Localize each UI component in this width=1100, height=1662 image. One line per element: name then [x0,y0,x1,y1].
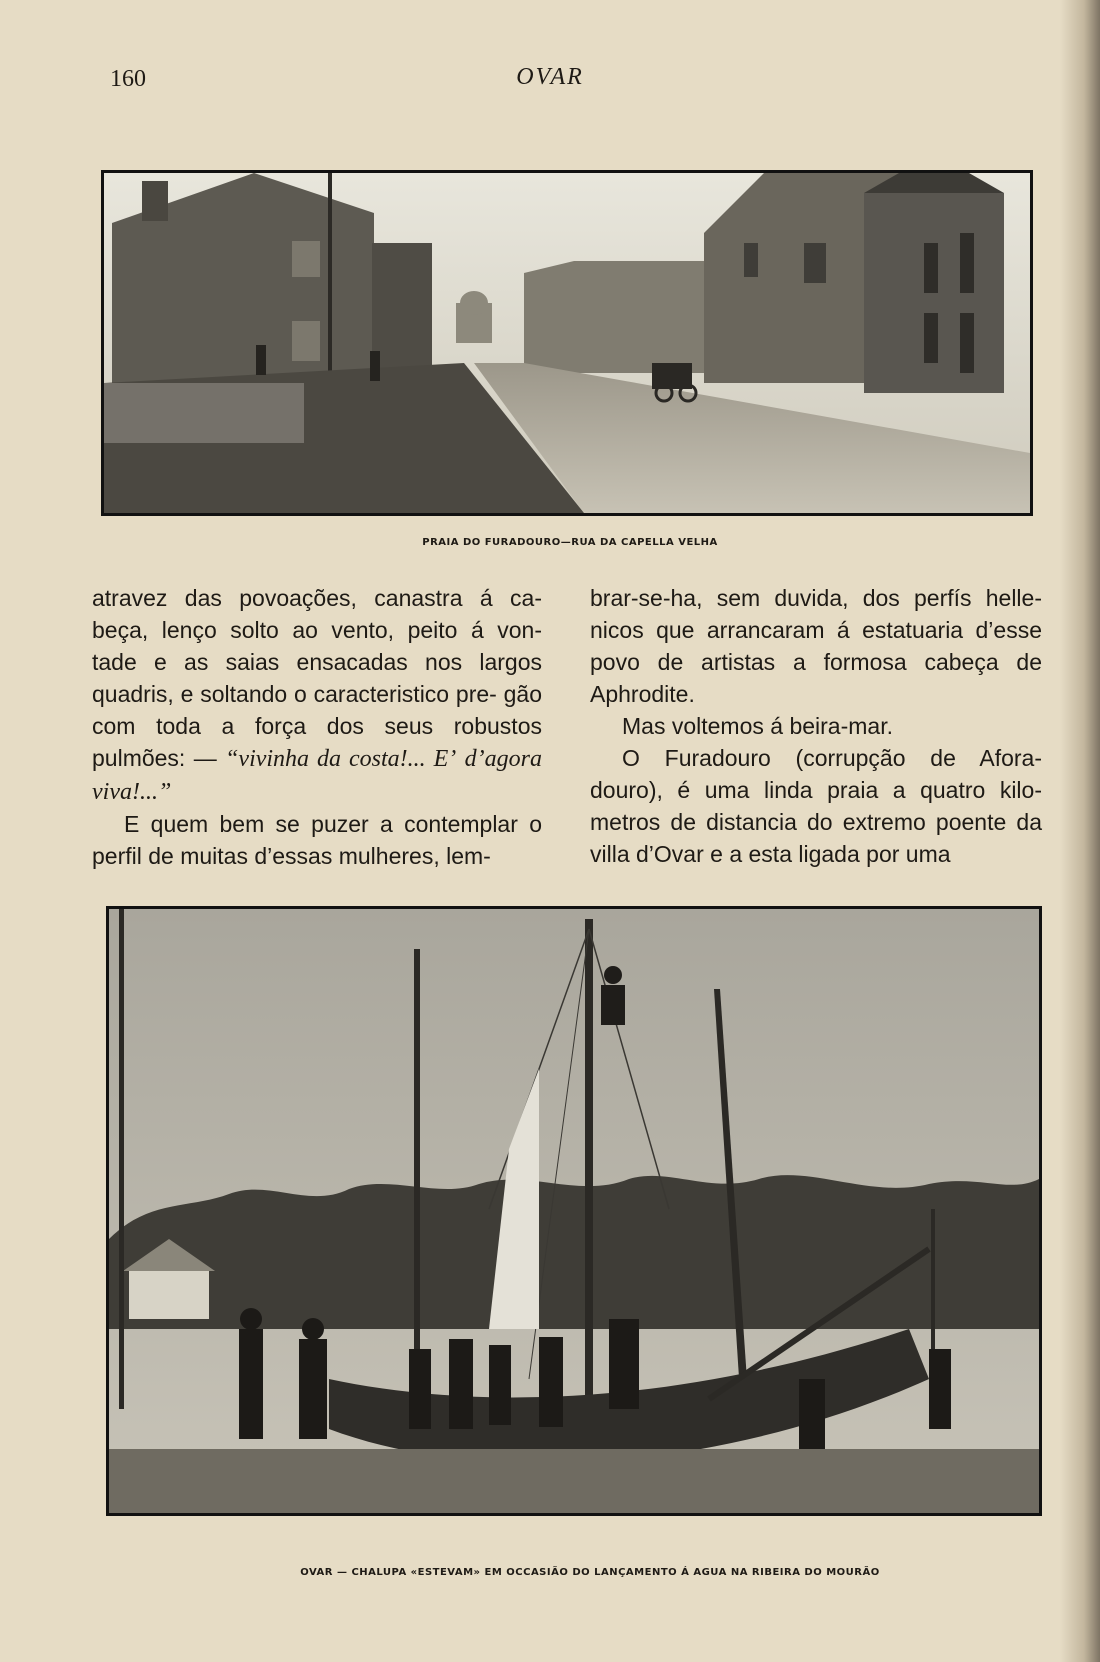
text-line: gão com toda a força dos seus robustos [92,681,542,739]
text-line: metros de distancia do extremo poente [590,809,1007,835]
text-line: tade e as saias ensacadas nos largos [92,649,542,675]
photo-street-furadouro [101,170,1033,516]
text-line: E quem bem se puzer a contemplar o [124,811,542,837]
text-line: perfil de muitas d’essas mulheres, lem- [92,843,491,869]
paragraph [590,742,1042,870]
text-line: pulmões: — [92,745,226,771]
paragraph [590,582,1042,710]
text-line: quadris, e soltando o caracteristico pre- [92,681,497,707]
text-line: beça, lenço solto ao vento, peito á von- [92,617,542,643]
text-line: povo de artistas a formosa cabeça de [590,649,1042,675]
quoted-cry-end: d’agora viva!...” [92,746,543,805]
photo-sailboat-launch [106,906,1042,1516]
page-edge-shadow [1060,0,1100,1662]
running-title: OVAR [516,64,584,90]
text-column-left [92,582,542,872]
paragraph [92,582,542,808]
page-number: 160 [110,66,146,92]
text-line: nicos que arrancaram á estatuaria d’esse [590,617,1042,643]
text-line: atravez das povoações, canastra á ca- [92,585,542,611]
figure-caption-top: PRAIA DO FURADOURO—RUA DA CAPELLA VELHA [422,537,718,548]
text-line: brar-se-ha, sem duvida, dos perfís helle- [590,585,1042,611]
paragraph [92,808,542,872]
text-line: Aphrodite. [590,681,695,707]
figure-caption-bottom: OVAR — CHALUPA «ESTEVAM» EM OCCASIÃO DO LANÇAMENTO Á AGUA NA RIBEIRA DO MOURÃO [300,1567,880,1578]
text-line: da villa d’Ovar e a esta ligada por uma [590,809,1042,867]
quoted-cry: “vivinha da costa!... E’ [225,746,457,772]
text-line: O Furadouro (corrupção de Afora- [622,745,1042,771]
text-line: douro), é uma linda praia a quatro kilo- [590,777,1042,803]
paragraph: Mas voltemos á beira-mar. [622,713,893,739]
text-column-right [590,582,1042,870]
